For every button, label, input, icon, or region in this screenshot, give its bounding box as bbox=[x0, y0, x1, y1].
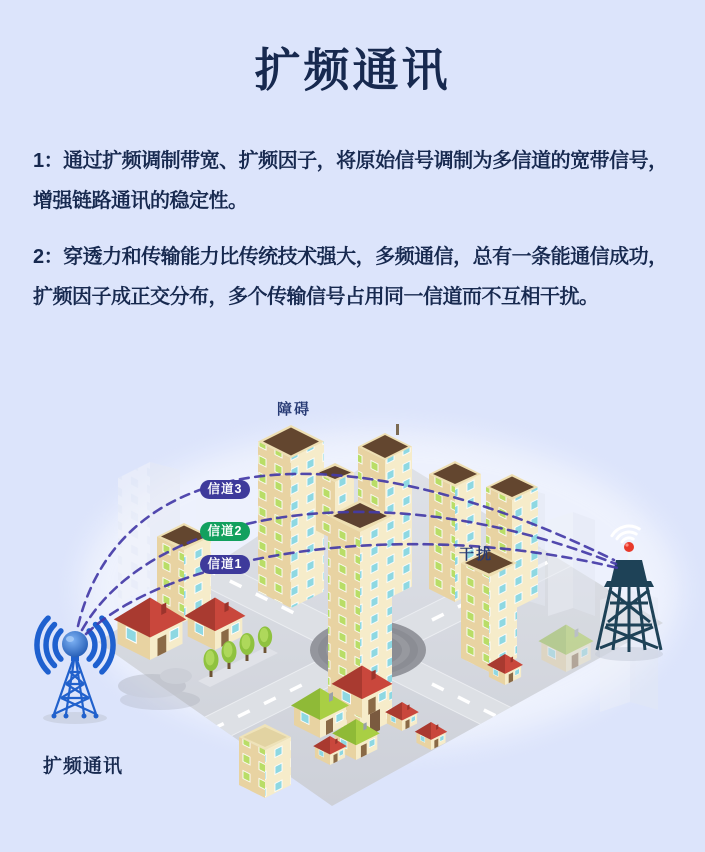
intro-text bbox=[33, 141, 693, 317]
paragraph-2-line-2: 扩频因子成正交分布，多个传输信号占用同一信道而不互相干扰。 bbox=[33, 286, 599, 308]
paragraph-1 bbox=[33, 141, 693, 221]
channel-2-badge: 信道2 bbox=[200, 522, 250, 541]
channel-1-badge: 信道1 bbox=[200, 555, 250, 574]
paragraph-2 bbox=[33, 237, 693, 317]
page-title: 扩频通讯 bbox=[254, 44, 451, 96]
building-bottom-left bbox=[239, 724, 291, 798]
paragraph-1-line-1: 1：通过扩频调制带宽、扩频因子，将原始信号调制为多信道的宽带信号， bbox=[33, 150, 668, 172]
building-tall-obstacle bbox=[258, 425, 324, 608]
paragraph-2-line-1: 2：穿透力和传输能力比传统技术强大，多频通信，总有一条能通信成功， bbox=[33, 246, 668, 268]
paragraph-1-line-2: 增强链路通讯的稳定性。 bbox=[33, 190, 248, 212]
building-right-mid bbox=[461, 549, 517, 672]
diagram-caption: 扩频通讯 bbox=[43, 756, 124, 777]
obstacle-label: 障碍 bbox=[277, 401, 312, 418]
left-radio-tower-icon bbox=[37, 618, 113, 724]
channel-3-badge: 信道3 bbox=[200, 480, 250, 499]
interference-label: 干扰 bbox=[459, 546, 494, 563]
